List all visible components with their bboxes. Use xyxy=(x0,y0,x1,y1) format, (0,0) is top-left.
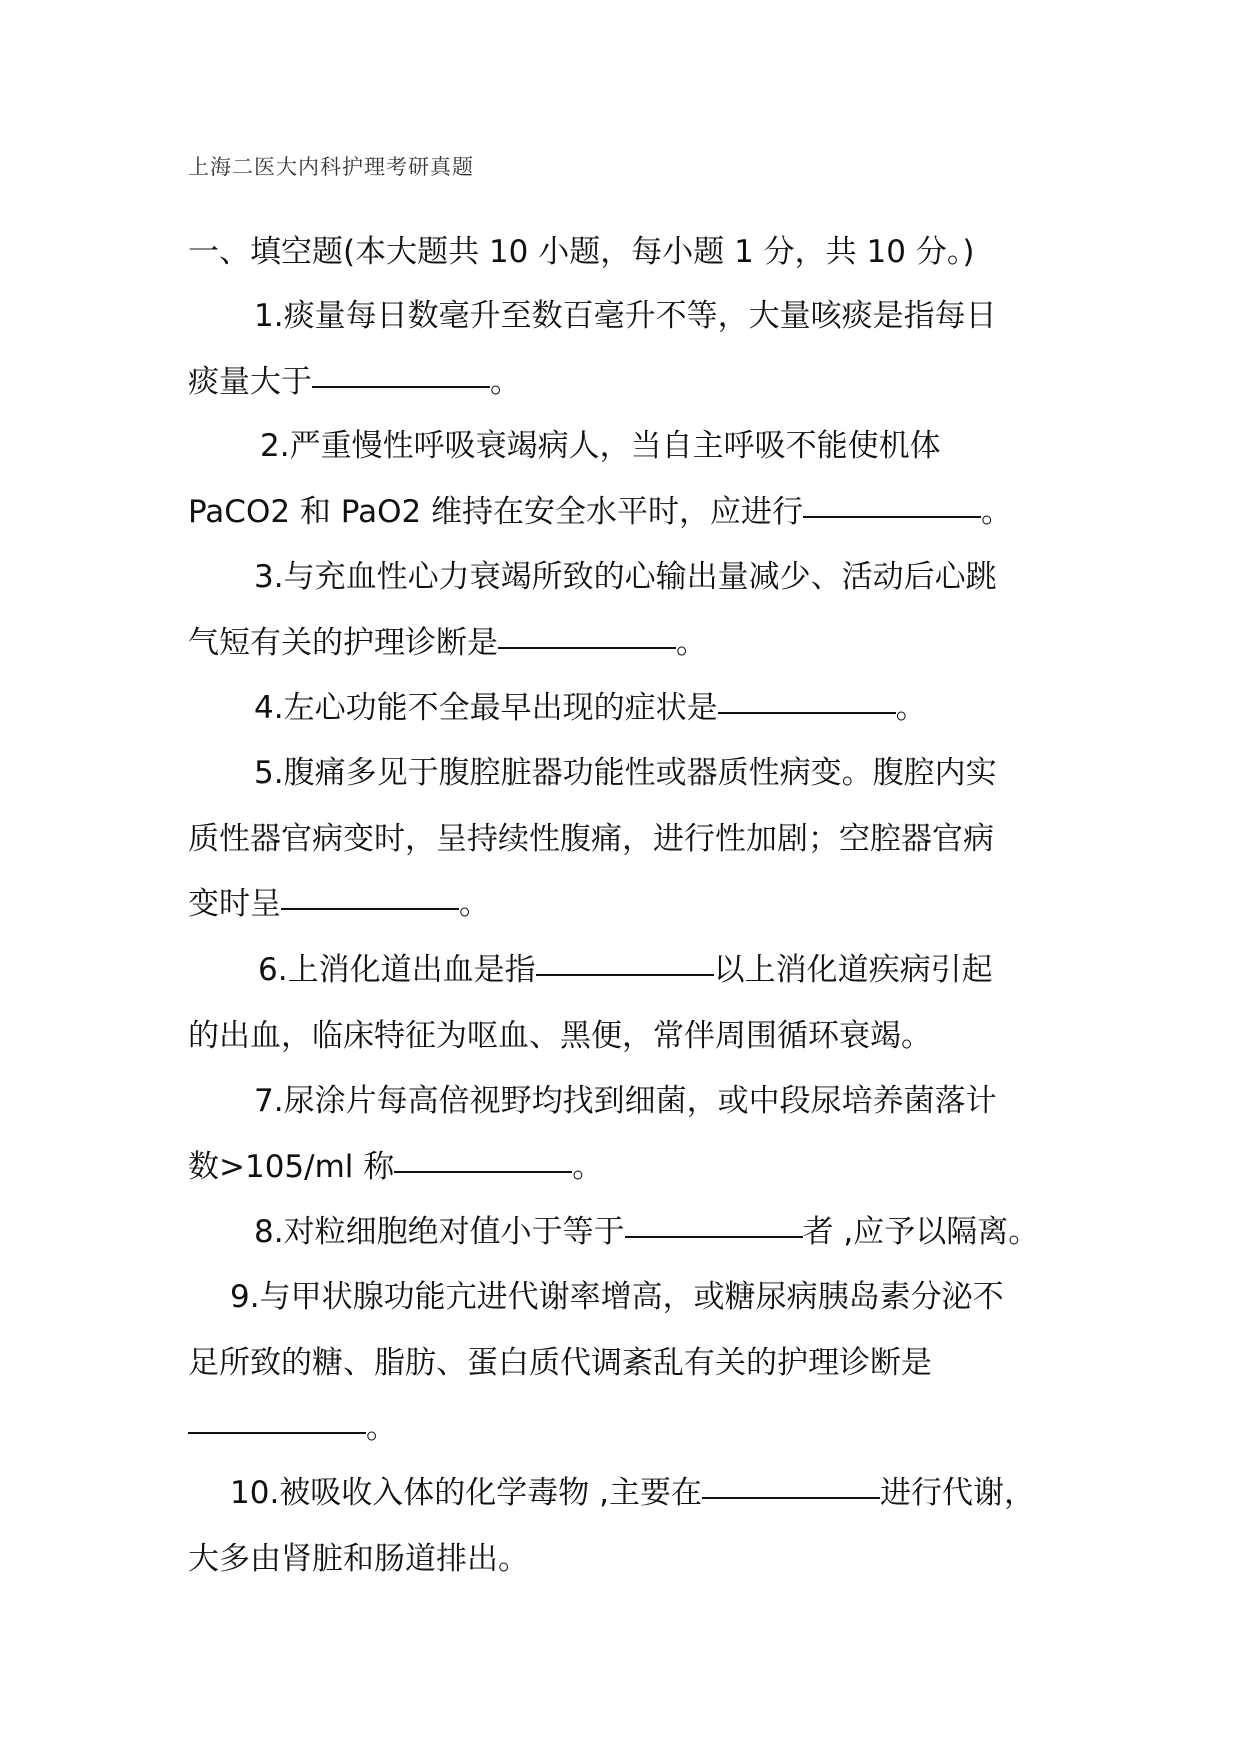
question-2 xyxy=(188,414,1012,545)
answer-blank-3[interactable] xyxy=(498,646,676,649)
question-5-line-1: 5.腹痛多见于腹腔脏器功能性或器质性病变。腹腔内实 xyxy=(254,755,997,791)
question-8 xyxy=(188,1200,1039,1266)
question-1-line-2: 痰量大于 。 xyxy=(188,363,521,400)
answer-blank-8[interactable] xyxy=(625,1235,803,1238)
question-3-line-1: 3.与充血性心力衰竭所致的心输出量减少、活动后心跳 xyxy=(254,559,997,595)
question-3-line-2: 气短有关的护理诊断是 。 xyxy=(188,624,707,661)
question-9-line-2: 足所致的糖、脂肪、蛋白质代调紊乱有关的护理诊断是 xyxy=(188,1344,932,1381)
answer-blank-9[interactable] xyxy=(188,1431,366,1434)
question-9-line-1: 9.与甲状腺功能亢进代谢率增高，或糖尿病胰岛素分泌不 xyxy=(230,1279,1004,1315)
question-2-line-2: PaCO2 和 PaO2 维持在安全水平时，应进行 。 xyxy=(188,493,1013,530)
document-header: 上海二医大内科护理考研真题 xyxy=(188,155,474,179)
answer-blank-2[interactable] xyxy=(803,515,981,518)
question-6-line-1: 6.上消化道出血是指 以上消化道疾病引起 xyxy=(258,952,993,988)
answer-blank-1[interactable] xyxy=(312,385,490,388)
question-2-line-1: 2.严重慢性呼吸衰竭病人，当自主呼吸不能使机体 xyxy=(260,428,941,464)
answer-blank-5[interactable] xyxy=(281,907,459,910)
question-3 xyxy=(188,545,997,676)
question-1 xyxy=(188,284,997,415)
question-5-line-3: 变时呈 。 xyxy=(188,886,490,922)
question-4-line-1: 4.左心功能不全最早出现的症状是 。 xyxy=(254,690,927,726)
answer-blank-7[interactable] xyxy=(394,1170,572,1173)
question-7 xyxy=(188,1069,997,1200)
question-1-line-1: 1.痰量每日数毫升至数百毫升不等，大量咳痰是指每日 xyxy=(254,298,997,334)
question-5-line-2: 质性器官病变时，呈持续性腹痛，进行性加剧；空腔器官病 xyxy=(188,820,994,857)
question-9 xyxy=(188,1265,1004,1462)
answer-blank-4[interactable] xyxy=(718,711,896,714)
question-6 xyxy=(188,938,993,1069)
section-title: 一、填空题(本大题共 10 小题，每小题 1 分，共 10 分。) xyxy=(188,234,975,270)
question-9-line-3: 。 xyxy=(188,1396,1004,1462)
answer-blank-6[interactable] xyxy=(536,973,714,976)
question-8-line-1: 8.对粒细胞绝对值小于等于 者 ,应予以隔离。 xyxy=(254,1214,1040,1250)
question-10-line-2: 大多由肾脏和肠道排出。 xyxy=(188,1540,529,1577)
question-5 xyxy=(188,741,997,938)
question-4 xyxy=(188,676,927,742)
question-7-line-1: 7.尿涂片每高倍视野均找到细菌，或中段尿培养菌落计 xyxy=(254,1083,997,1119)
question-7-line-2: 数>105/ml 称 。 xyxy=(188,1148,604,1185)
question-10-line-1: 10.被吸收入体的化学毒物 ,主要在 进行代谢， xyxy=(230,1475,1036,1511)
question-6-line-2: 的出血，临床特征为呕血、黑便，常伴周围循环衰竭。 xyxy=(188,1017,932,1054)
question-10 xyxy=(188,1461,1035,1592)
answer-blank-10[interactable] xyxy=(702,1496,880,1499)
